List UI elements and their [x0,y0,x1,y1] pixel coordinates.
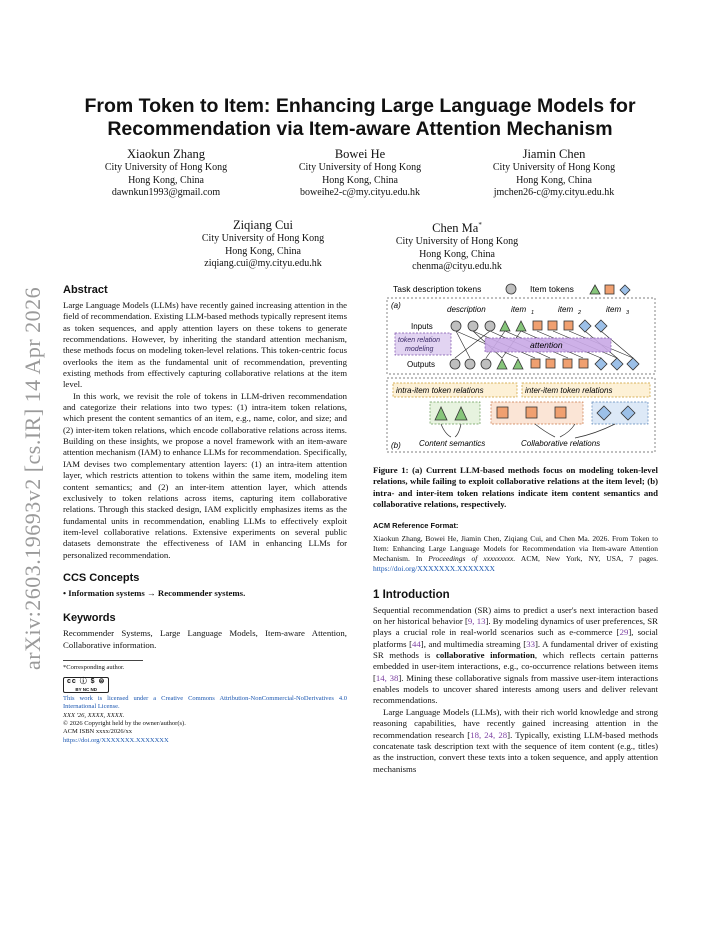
panel-b-arrows [441,424,615,438]
col-item-2-sub: 2 [578,310,582,316]
author-block-2 [260,147,460,200]
author-block-1 [66,147,266,200]
citation[interactable]: 9, 13 [467,616,486,627]
author-location: Hong Kong, China [225,245,301,257]
cc-badge-sub: BY NC ND [75,686,98,692]
panel-b-label: (b) [391,441,401,450]
author-location: Hong Kong, China [128,174,204,186]
author-affiliation: City University of Hong Kong [201,233,325,244]
citation[interactable]: 29 [619,627,629,638]
panel-a-label: (a) [391,301,401,310]
output-token-row [450,358,639,370]
col-description: description [447,305,486,314]
author-affiliation: City University of Hong Kong [492,162,616,173]
author-location: Hong Kong, China [516,174,592,186]
group-square-2 [526,407,537,418]
inter-item-label: inter-item token relations [525,386,613,395]
arxiv-identifier: arXiv:2603.19693v2 [cs.IR] 14 Apr 2026 [20,286,45,670]
abstract-paragraph-2: In this work, we revisit the role of tokens in LLM-driven recommendation and categorize their relations into two types: (1) intra-item token relations, which present the content semantics of an item, e.g., name, color, and size; and (2) inter-item token relations, which encode collaborative relations across items. Building on these insights, we propose a novel framework with an item-aware attention mechanism (IAM) to enhance LLMs for recommendation. Specifically, IAM devises two complementary attention layers: (1) an intra-item attention layer, which restricts attention to tokens within the same item, modeling item content semantics; and (2) an inter-item attention layer, which attends exclusively to token relations across items, capturing item collaborative relations. Through this stacked design, IAM explicitly emphasizes items as the fundamental units in recommendation, enabling LLMs to effectively exploit item-level collaborative relations. Extensive experiments on several public datasets demonstrate the effectiveness of IAM in enhancing LLMs for personalized recommendation. [63,390,347,560]
legend-circle-icon [506,284,516,294]
author-email[interactable]: jmchen26-c@my.cityu.edu.hk [493,187,615,198]
col-item-3: item [606,305,622,314]
group-square-3 [555,407,566,418]
token-relation-line-2: modeling [405,346,434,353]
col-item-2: item [558,305,574,314]
content-semantics-label: Content semantics [419,439,486,448]
cc-license-badge[interactable] [63,677,109,692]
col-item-1: item [511,305,527,314]
ccs-text: • Information systems → Recommender systems. [63,587,246,598]
cc-badge-icons: cc ⓘ $ ⊜ [67,678,106,686]
author-email[interactable]: boweihe2-c@my.cityu.edu.hk [300,187,420,198]
keywords-text: Recommender Systems, Large Language Models, Item-aware Attention, Collaborative information. [63,628,347,650]
citation[interactable]: 33 [526,638,535,649]
token-relation-line-1: token relation [398,337,441,344]
attention-label: attention [530,340,563,350]
author-location: Hong Kong, China [322,174,398,186]
author-name: Ziqiang Cui [232,218,294,232]
input-token-row [451,320,607,332]
title-line-1: From Token to Item: Enhancing Large Language Models for [84,95,636,117]
ccs-heading: CCS Concepts [63,571,140,584]
author-affiliation: City University of Hong Kong [298,162,422,173]
author-block-5 [357,218,557,274]
col-item-1-sub: 1 [531,310,535,316]
author-email[interactable]: ziqiang.cui@my.cityu.edu.hk [204,258,322,269]
author-block-3 [454,147,654,200]
group-square-1 [497,407,508,418]
copyright-text: © 2026 Copyright held by the owner/author(s). [63,719,186,727]
citation[interactable]: 18, 24, 28 [470,729,508,740]
license-link[interactable]: This work is licensed under a Creative Commons Attribution-NonCommercial-NoDerivatives 4.0 International License. [63,694,347,711]
license-block [63,677,347,745]
citation[interactable]: 14, 38 [375,672,399,683]
inputs-label: Inputs [411,322,433,331]
abstract-paragraph-1: Large Language Models (LLMs) have recently gained increasing attention in the field of recommendation. Existing LLM-based methods typically represent items as token sequences, and apply attention layers on these tokens to generate recommendations. However, by inheriting the standard attention mechanism, these methods focus on modeling token-level relations. This token-centric focus overlooks the item as the fundamental unit of recommendation, preventing existing methods from effectively capturing collaborative relations at the item level. [63,300,347,390]
intro-paragraph-2: Large Language Models (LLMs), with their rich world knowledge and strong reasoning capabilities, have recently gained increasing attention in the recommendation research [18, 24, 28]. Typically, existing LLM-based methods concatenate task description text with the sequence of item content (e.g., titles) as the instruction, convert these texts into a token sequence, and apply attention mechanisms [373,706,658,774]
legend-item-label: Item tokens [530,284,574,294]
author-name: Xiaokun Zhang [126,147,206,161]
acm-venue: Proceedings of xxxxxxxxx. [428,553,516,563]
content-group-triangles [430,402,480,424]
author-location: Hong Kong, China [419,248,495,260]
acm-doi-link[interactable]: https://doi.org/XXXXXXX.XXXXXXX [373,563,495,573]
venue-placeholder: XXX '26, XXXX, XXXX. [63,711,125,719]
author-email[interactable]: chenma@cityu.edu.hk [412,261,502,273]
legend-task-label: Task description tokens [393,284,482,294]
corresponding-footnote: *Corresponding author. [63,660,347,673]
introduction-heading: 1 Introduction [373,588,450,601]
author-block-4 [163,218,363,271]
acm-reference-heading: ACM Reference Format: [373,521,459,531]
author-name: Bowei He [334,147,386,161]
legend-triangle-icon [590,285,600,294]
isbn-text: ACM ISBN xxxx/2026/xx [63,728,132,736]
doi-link[interactable]: https://doi.org/XXXXXXX.XXXXXXX [63,736,169,744]
collab-relations-label: Collaborative relations [521,439,601,448]
title-line-2: Recommendation via Item-aware Attention Mechanism [107,118,613,140]
legend-square-icon [605,285,614,294]
outputs-label: Outputs [407,360,436,369]
abstract-heading: Abstract [63,284,108,296]
col-item-3-sub: 3 [626,310,630,316]
author-affiliation: City University of Hong Kong [395,236,519,248]
corresponding-mark: * [478,221,482,229]
author-affiliation: City University of Hong Kong [104,162,228,173]
intra-item-label: intra-item token relations [396,386,484,395]
figure-1 [385,282,657,454]
right-column [373,465,658,775]
figure-1-diagram [385,282,657,454]
acm-reference: Xiaokun Zhang, Bowei He, Jiamin Chen, Ziqiang Cui, and Chen Ma. 2026. From Token to Item: Enhancing Large Language Models for Recommendation via Item-aware Attention Mechanism. In Proceedings of xxxxxxxxx. ACM, New York, NY, USA, 7 pages. https://doi.org/XXXXXXX.XXXXXXX [373,533,658,573]
author-email[interactable]: dawnkun1993@gmail.com [111,187,221,198]
legend-diamond-icon [620,285,630,295]
paper-title [60,95,660,141]
citation[interactable]: 44 [412,638,421,649]
keywords-heading: Keywords [63,612,116,625]
author-name: Jiamin Chen [522,147,586,161]
intro-paragraph-1: Sequential recommendation (SR) aims to predict a user's next interaction based on her historical behavior [9, 13]. By modeling dynamics of user preferences, SR plays a crucial role in real-world scenarios such as e-commerce [29], social platforms [44], and multimedia streaming [33]. A fundamental driver of existing SR methods is collaborative information, which reflects certain patterns embedded in user-item interactions, e.g., co-occurrence relations between items [14, 38]. Mining these collaborative signals from massive user-item interactions enables models to uncover shared interests among users and deliver relevant recommendations. [373,604,659,706]
left-column [63,283,347,745]
figure-caption: Figure 1: (a) Current LLM-based methods focus on modeling token-level relations, while failing to exploit collaborative relations at the item level; (b) intra- and inter-item token relations indicate item content semantics and collaborative relations, respectively. [373,465,658,510]
author-name: Chen Ma* [432,221,482,236]
collab-info-bold: collaborative information [435,650,535,661]
